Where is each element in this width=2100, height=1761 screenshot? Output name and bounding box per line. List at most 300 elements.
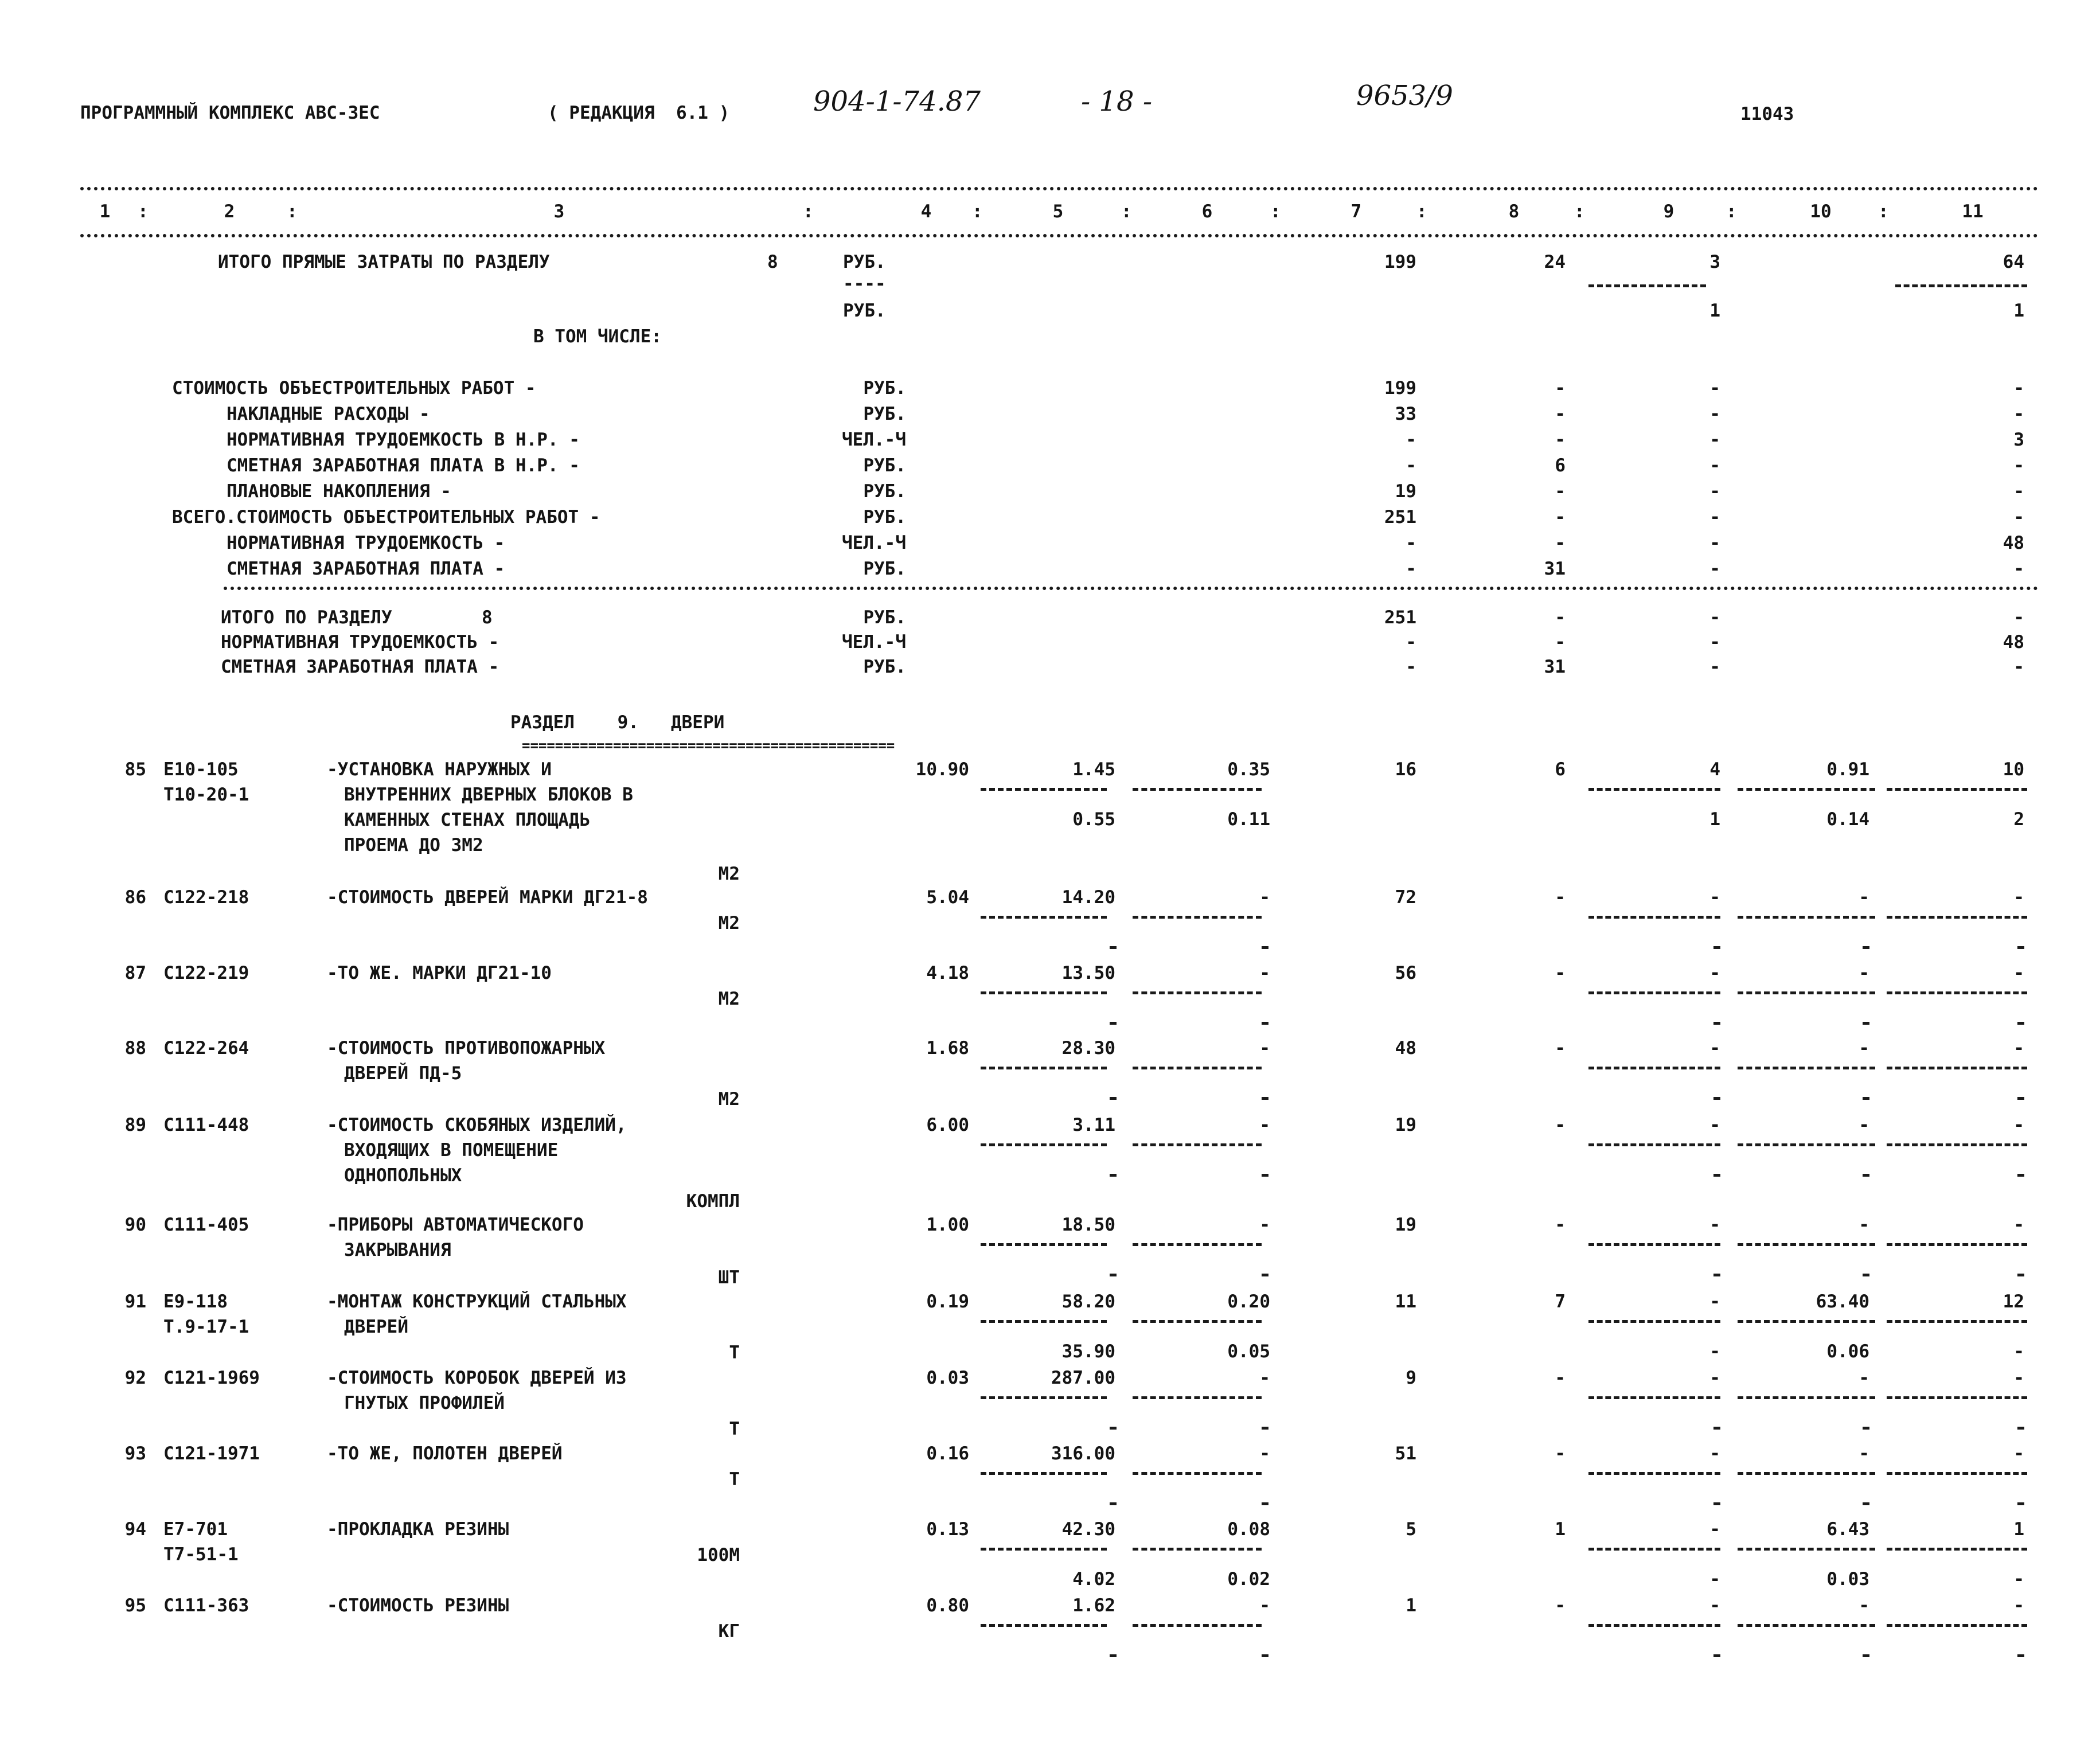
- empty-value-mark: [1863, 1022, 1869, 1025]
- summary-row-c7: 199: [1384, 378, 1416, 399]
- item-unit: М2: [718, 989, 740, 1009]
- summary-row-c11: 48: [2003, 533, 2024, 553]
- cell-divider: [1887, 1548, 2027, 1551]
- summary-row-label: НАКЛАДНЫЕ РАСХОДЫ -: [227, 404, 430, 424]
- summary-row-c8: -: [1555, 533, 1566, 553]
- item-col10-labor: 0.14: [1826, 809, 1869, 830]
- section-total-c11: -: [2013, 607, 2024, 628]
- empty-value-mark: [1262, 1502, 1268, 1505]
- cell-divider: [1738, 1067, 1875, 1069]
- empty-value-mark: [1110, 1174, 1117, 1177]
- item-col5: 287.00: [1051, 1368, 1115, 1388]
- item-quantity: 0.03: [926, 1368, 969, 1388]
- cell-divider: [1887, 991, 2027, 994]
- summary-row-c7: -: [1406, 533, 1416, 553]
- summary-row-c9: -: [1709, 455, 1720, 476]
- item-description: -МОНТАЖ КОНСТРУКЦИЙ СТАЛЬНЫХ: [327, 1291, 627, 1312]
- item-col5: 28.30: [1061, 1038, 1115, 1059]
- empty-value-mark: [1863, 1427, 1869, 1430]
- item-col6-labor: 0.05: [1227, 1341, 1270, 1362]
- item-number: 90: [124, 1215, 146, 1235]
- item-col5-labor: 35.90: [1061, 1341, 1115, 1362]
- summary-row-c9: -: [1709, 481, 1720, 502]
- item-col6: -: [1259, 1595, 1270, 1616]
- item-col8: 7: [1555, 1291, 1566, 1312]
- item-col7: 48: [1395, 1038, 1416, 1059]
- cell-divider: [981, 1067, 1107, 1069]
- section-total-rule: [224, 587, 2039, 590]
- section-total-c7: -: [1406, 657, 1416, 677]
- section-total-number: 8: [482, 607, 493, 628]
- item-description: ОДНОПОЛЬНЫХ: [344, 1165, 462, 1186]
- summary-row-c11: -: [2013, 455, 2024, 476]
- cell-divider: [981, 1320, 1107, 1323]
- item-number: 85: [124, 759, 146, 780]
- col-10: 10: [1810, 201, 1832, 222]
- item-code: С111-405: [163, 1215, 249, 1235]
- section-total-c11: 48: [2003, 632, 2024, 653]
- item-unit: М2: [718, 1089, 740, 1110]
- doc-code: 11043: [1740, 104, 1794, 124]
- item-description: ЗАКРЫВАНИЯ: [344, 1240, 451, 1260]
- summary-row-c11: -: [2013, 378, 2024, 399]
- empty-value-mark: [1262, 1022, 1268, 1025]
- summary-row-c7: 33: [1395, 404, 1416, 424]
- col-1: 1: [99, 201, 111, 222]
- item-description: -СТОИМОСТЬ СКОБЯНЫХ ИЗДЕЛИЙ,: [327, 1115, 627, 1135]
- item-number: 89: [124, 1115, 146, 1135]
- empty-value-mark: [1110, 1427, 1117, 1430]
- cell-divider: [1887, 788, 2027, 791]
- item-unit: КГ: [718, 1621, 740, 1642]
- summary-row-unit: РУБ.: [863, 378, 906, 399]
- item-col10: -: [1859, 1215, 1869, 1235]
- cell-divider: [1133, 1472, 1262, 1475]
- item-number: 92: [124, 1368, 146, 1388]
- item-unit: Т: [729, 1419, 740, 1439]
- summary-row-c8: 31: [1544, 559, 1566, 579]
- cell-divider: [1133, 1396, 1262, 1399]
- col-5: 5: [1052, 201, 1064, 222]
- page-number: - 18 -: [1081, 85, 1153, 118]
- item-col6: 0.20: [1227, 1291, 1270, 1312]
- cell-divider: [1588, 1548, 1720, 1551]
- item-col7: 51: [1395, 1443, 1416, 1464]
- summary-row-c8: -: [1555, 429, 1566, 450]
- cell-divider: [1738, 1320, 1875, 1323]
- item-code: Е10-105: [163, 759, 239, 780]
- item-number: 86: [124, 887, 146, 908]
- item-col5: 13.50: [1061, 963, 1115, 983]
- item-col11: -: [2013, 1368, 2024, 1388]
- item-code: Е9-118: [163, 1291, 228, 1312]
- summary-row-c7: 19: [1395, 481, 1416, 502]
- item-code: Е7-701: [163, 1519, 228, 1540]
- summary-row-c7: -: [1406, 559, 1416, 579]
- summary-unit-2: РУБ.: [843, 300, 886, 321]
- item-col9: -: [1709, 887, 1720, 908]
- item-col10: -: [1859, 1595, 1869, 1616]
- cell-divider: [1887, 1320, 2027, 1323]
- summary-row-c7: 251: [1384, 507, 1416, 528]
- cell-divider: [1133, 991, 1262, 994]
- cell-divider: [1588, 1396, 1720, 1399]
- summary-row-c11: 3: [2013, 429, 2024, 450]
- summary-row-c11: -: [2013, 481, 2024, 502]
- summary-row-c8: -: [1555, 481, 1566, 502]
- item-unit: М2: [718, 913, 740, 934]
- empty-value-mark: [1713, 1022, 1720, 1025]
- item-col6: -: [1259, 887, 1270, 908]
- item-col6: -: [1259, 1443, 1270, 1464]
- cell-divider: [1133, 1143, 1262, 1146]
- item-description: -ТО ЖЕ. МАРКИ ДГ21-10: [327, 963, 552, 983]
- section-title-rule: =============================================: [522, 737, 895, 753]
- item-col6: -: [1259, 1368, 1270, 1388]
- item-col11-labor: -: [2013, 1341, 2024, 1362]
- item-quantity: 6.00: [926, 1115, 969, 1135]
- item-col11: -: [2013, 1215, 2024, 1235]
- item-col5: 1.45: [1072, 759, 1115, 780]
- empty-value-mark: [1110, 1097, 1117, 1100]
- cell-divider: [981, 788, 1107, 791]
- item-number: 95: [124, 1595, 146, 1616]
- item-col11: -: [2013, 887, 2024, 908]
- item-col10: -: [1859, 1368, 1869, 1388]
- cell-divider: [1133, 1548, 1262, 1551]
- item-col5: 58.20: [1061, 1291, 1115, 1312]
- summary-row-c11: -: [2013, 507, 2024, 528]
- item-unit: Т: [729, 1469, 740, 1490]
- summary-c11: 64: [2003, 252, 2024, 272]
- item-col10: 0.91: [1826, 759, 1869, 780]
- item-description: ГНУТЫХ ПРОФИЛЕЙ: [344, 1393, 505, 1414]
- item-col10: -: [1859, 1115, 1869, 1135]
- section-total-c7: 251: [1384, 607, 1416, 628]
- section-total-unit: РУБ.: [863, 607, 906, 628]
- summary-row-c11: -: [2013, 404, 2024, 424]
- item-quantity: 0.16: [926, 1443, 969, 1464]
- summary-row-c8: 6: [1555, 455, 1566, 476]
- item-col7: 5: [1406, 1519, 1416, 1540]
- item-col7: 19: [1395, 1115, 1416, 1135]
- summary-c7: 199: [1384, 252, 1416, 272]
- summary-row-unit: РУБ.: [863, 481, 906, 502]
- empty-value-mark: [1110, 1022, 1117, 1025]
- col-3: 3: [553, 201, 565, 222]
- item-unit: КОМПЛ: [686, 1191, 740, 1212]
- item-col9: -: [1709, 1443, 1720, 1464]
- item-code-2: Т7-51-1: [163, 1544, 239, 1565]
- item-col10: -: [1859, 1038, 1869, 1059]
- item-description: ДВЕРЕЙ: [344, 1317, 408, 1337]
- item-col7: 11: [1395, 1291, 1416, 1312]
- empty-value-mark: [2017, 1174, 2024, 1177]
- summary-c9: 3: [1709, 252, 1720, 272]
- empty-value-mark: [2017, 1022, 2024, 1025]
- summary-row-unit: ЧЕЛ.-Ч: [842, 533, 906, 553]
- section-total-c7: -: [1406, 632, 1416, 653]
- section-total-label: ИТОГО ПО РАЗДЕЛУ: [221, 607, 392, 628]
- item-number: 91: [124, 1291, 146, 1312]
- item-code: С122-219: [163, 963, 249, 983]
- cell-divider: [1887, 1624, 2027, 1627]
- summary-row-c9: -: [1709, 559, 1720, 579]
- reference-number: 9653/9: [1356, 80, 1453, 112]
- item-quantity: 10.90: [915, 759, 969, 780]
- empty-value-mark: [1262, 1654, 1268, 1657]
- item-col7: 9: [1406, 1368, 1416, 1388]
- empty-value-mark: [1110, 1502, 1117, 1505]
- item-unit: 100М: [697, 1545, 740, 1565]
- item-col8: -: [1555, 1368, 1566, 1388]
- col-2: 2: [224, 201, 235, 222]
- item-col5: 1.62: [1072, 1595, 1115, 1616]
- empty-value-mark: [1713, 1654, 1720, 1657]
- empty-value-mark: [1713, 946, 1720, 949]
- summary-label: ИТОГО ПРЯМЫЕ ЗАТРАТЫ ПО РАЗДЕЛУ: [218, 252, 550, 272]
- summary-c9b: 1: [1709, 300, 1720, 321]
- item-col5: 18.50: [1061, 1215, 1115, 1235]
- empty-value-mark: [1863, 1502, 1869, 1505]
- item-col11: -: [2013, 1115, 2024, 1135]
- cell-divider: [1588, 1243, 1720, 1246]
- item-col10: 63.40: [1816, 1291, 1869, 1312]
- empty-value-mark: [1110, 1274, 1117, 1276]
- cell-divider: [1887, 1243, 2027, 1246]
- cell-divider: [1887, 1143, 2027, 1146]
- summary-row-unit: РУБ.: [863, 559, 906, 579]
- summary-row-c8: -: [1555, 378, 1566, 399]
- item-col8: -: [1555, 1038, 1566, 1059]
- col-11: 11: [1962, 201, 1984, 222]
- doc-number: 904-1-74.87: [813, 85, 981, 118]
- empty-value-mark: [1863, 1174, 1869, 1177]
- item-description: -ТО ЖЕ, ПОЛОТЕН ДВЕРЕЙ: [327, 1443, 563, 1464]
- empty-value-mark: [1713, 1274, 1720, 1276]
- empty-value-mark: [1713, 1174, 1720, 1177]
- cell-divider: [1887, 1472, 2027, 1475]
- empty-value-mark: [1262, 1427, 1268, 1430]
- item-col10: 6.43: [1826, 1519, 1869, 1540]
- section-total-unit: ЧЕЛ.-Ч: [842, 632, 906, 653]
- cell-divider: [1738, 991, 1875, 994]
- item-col10: -: [1859, 887, 1869, 908]
- item-description: ВХОДЯЩИХ В ПОМЕЩЕНИЕ: [344, 1140, 559, 1161]
- summary-row-c9: -: [1709, 429, 1720, 450]
- item-col6-labor: 0.11: [1227, 809, 1270, 830]
- item-col11-labor: -: [2013, 1569, 2024, 1590]
- item-col6: -: [1259, 963, 1270, 983]
- cell-divider: [1133, 788, 1262, 791]
- cell-divider: [1588, 1067, 1720, 1069]
- item-col10: -: [1859, 1443, 1869, 1464]
- cell-divider: [981, 1243, 1107, 1246]
- empty-value-mark: [1713, 1097, 1720, 1100]
- item-unit: ШТ: [718, 1267, 740, 1288]
- item-col11: -: [2013, 1443, 2024, 1464]
- summary-row-c8: -: [1555, 404, 1566, 424]
- cell-divider: [1887, 916, 2027, 919]
- empty-value-mark: [1863, 1097, 1869, 1100]
- empty-value-mark: [1863, 1654, 1869, 1657]
- section-total-label: НОРМАТИВНАЯ ТРУДОЕМКОСТЬ -: [221, 632, 499, 653]
- cell-divider: [1738, 1548, 1875, 1551]
- cell-divider: [981, 916, 1107, 919]
- item-col9-labor: 1: [1709, 809, 1720, 830]
- item-col8: -: [1555, 1443, 1566, 1464]
- summary-row-c9: -: [1709, 404, 1720, 424]
- item-col9: 4: [1709, 759, 1720, 780]
- item-col5-labor: 0.55: [1072, 809, 1115, 830]
- summary-row-label: СТОИМОСТЬ ОБЪЕСТРОИТЕЛЬНЫХ РАБОТ -: [172, 378, 536, 399]
- summary-row-label: ВСЕГО.СТОИМОСТЬ ОБЪЕСТРОИТЕЛЬНЫХ РАБОТ -: [172, 507, 600, 528]
- col-9: 9: [1663, 201, 1674, 222]
- cell-divider: [1588, 788, 1720, 791]
- item-col6: 0.08: [1227, 1519, 1270, 1540]
- item-description: -СТОИМОСТЬ КОРОБОК ДВЕРЕЙ ИЗ: [327, 1368, 627, 1388]
- section-total-c9: -: [1709, 657, 1720, 677]
- item-quantity: 5.04: [926, 887, 969, 908]
- item-code: С121-1969: [163, 1368, 260, 1388]
- edition: ( РЕДАКЦИЯ 6.1 ): [548, 103, 730, 123]
- item-col9: -: [1709, 1115, 1720, 1135]
- item-quantity: 0.19: [926, 1291, 969, 1312]
- item-col7: 19: [1395, 1215, 1416, 1235]
- item-quantity: 1.00: [926, 1215, 969, 1235]
- cell-divider: [981, 1143, 1107, 1146]
- summary-row-unit: РУБ.: [863, 507, 906, 528]
- item-number: 94: [124, 1519, 146, 1540]
- summary-row-unit: ЧЕЛ.-Ч: [842, 429, 906, 450]
- cell-divider: [1738, 788, 1875, 791]
- item-col10: -: [1859, 963, 1869, 983]
- empty-value-mark: [2017, 946, 2024, 949]
- item-description: -СТОИМОСТЬ РЕЗИНЫ: [327, 1595, 509, 1616]
- item-description: ВНУТРЕННИХ ДВЕРНЫХ БЛОКОВ В: [344, 784, 633, 805]
- summary-row-c8: -: [1555, 507, 1566, 528]
- section-total-label: СМЕТНАЯ ЗАРАБОТНАЯ ПЛАТА -: [221, 657, 499, 677]
- summary-row-label: ПЛАНОВЫЕ НАКОПЛЕНИЯ -: [227, 481, 451, 502]
- item-description: КАМЕННЫХ СТЕНАХ ПЛОЩАДЬ: [344, 810, 591, 830]
- section-total-c9: -: [1709, 607, 1720, 628]
- cell-divider: [1738, 916, 1875, 919]
- empty-value-mark: [1262, 1174, 1268, 1177]
- item-col11: 12: [2003, 1291, 2024, 1312]
- summary-unit: РУБ.: [843, 252, 886, 272]
- cell-divider: [1133, 1624, 1262, 1627]
- summary-row-label: НОРМАТИВНАЯ ТРУДОЕМКОСТЬ -: [227, 533, 505, 553]
- item-col9-labor: -: [1709, 1341, 1720, 1362]
- item-col8: -: [1555, 963, 1566, 983]
- item-code-2: Т.9-17-1: [163, 1317, 249, 1337]
- item-col5-labor: 4.02: [1072, 1569, 1115, 1590]
- summary-row-label: СМЕТНАЯ ЗАРАБОТНАЯ ПЛАТА -: [227, 559, 505, 579]
- item-col6: 0.35: [1227, 759, 1270, 780]
- item-col8: -: [1555, 887, 1566, 908]
- empty-value-mark: [1262, 946, 1268, 949]
- summary-row-unit: РУБ.: [863, 404, 906, 424]
- item-col11: -: [2013, 963, 2024, 983]
- item-col9: -: [1709, 963, 1720, 983]
- page: ПРОГРАММНЫЙ КОМПЛЕКС АВС-ЗЕС ( РЕДАКЦИЯ 6.1 ) 904-1-74.87 - 18 - 9653/9 11043 1 2 3 4 5 6 7 8 9 10 11 : : : : : : : : : : ИТОГО ПРЯМЫЕ ЗАТРАТЫ ПО РАЗДЕЛУ 8 РУБ. ---- РУБ. 199 24 3 64 1 1 В ТОМ ЧИСЛЕ: СТОИМОСТЬ ОБЪЕСТРОИТЕЛЬНЫХ РАБОТ - НАКЛАДНЫЕ РАСХОДЫ - НОРМАТИВНАЯ ТРУДОЕМКОСТЬ В Н.Р. - СМЕТНАЯ ЗАРАБОТНАЯ ПЛАТА В Н.Р. - ПЛАНОВЫЕ НАКОПЛЕНИЯ - ВСЕГО.СТОИМОСТЬ ОБЪЕСТРОИТЕЛЬНЫХ РАБОТ - НОРМАТИВНАЯ ТРУДОЕМКОСТЬ - СМЕТНАЯ ЗАРАБОТНАЯ ПЛАТА - РУБ. РУБ. ЧЕЛ.-Ч РУБ. РУБ. РУБ. ЧЕЛ.-Ч РУБ. 199 33 - - 19 251 - - - - - 6 - - - 31 - - - - - - - - - - 3 - - - 48 - ИТОГО ПО РАЗДЕЛУ 8 НОРМАТИВНАЯ ТРУДОЕМКОСТЬ - СМЕТНАЯ ЗАРАБОТНАЯ ПЛАТА - РУБ. ЧЕЛ.-Ч РУБ. 251 - - - - 31 - - - - 48 - РАЗДЕЛ 9. ДВЕРИ ============================================= 85 Е10-105 Т10-20-1 -УСТАНОВКА НАРУЖНЫХ И ВНУТРЕННИХ ДВЕРНЫХ БЛОКОВ В КАМЕННЫХ СТЕНАХ ПЛОЩАДЬ ПРОЕМА ДО 3М2 М2 10.90 1.45 0.35 16 6 4 0.91 10 0.55 0.11 1 0.14 2 86 С122-218 -СТОИМОСТЬ ДВЕРЕЙ МАРКИ ДГ21-8 М2 5.04 14.20 - 72 - - - - 87 С122-219 -ТО ЖЕ. МАРКИ ДГ21-10 М2 4.18 13.50 - 56 - - - - 88 С122-264 -СТОИМОСТЬ ПРОТИВОПОЖАРНЫХ ДВЕРЕЙ ПД-5 М2 1.68 28.30 - 48 - - - - 89 С111-448 -СТОИМОСТЬ СКОБЯНЫХ ИЗДЕЛИЙ, ВХОДЯЩИХ В ПОМЕЩЕНИЕ ОДНОПОЛЬНЫХ КОМПЛ 6.00 3.11 - 19 - - - - 90 С111-405 -ПРИБОРЫ АВТОМАТИЧЕСКОГО ЗАКРЫВАНИЯ ШТ 1.00 18.50 - 19 - - - - 91 Е9-118 Т.9-17-1 -МОНТАЖ КОНСТРУКЦИЙ СТАЛЬНЫХ ДВЕРЕЙ Т 0.19 58.20 0.20 11 7 - 63.40 12 35.90 0.05 - 0.06 - 92 С121-1969 -СТОИМОСТЬ КОРОБОК ДВЕРЕЙ ИЗ ГНУТЫХ ПРОФИЛЕЙ Т 0.03 287.00 - 9 - - - - 93 С121-1971 -ТО ЖЕ, ПОЛОТЕН ДВЕРЕЙ Т 0.16 316.00 - 51 - - - - 94 Е7-701 Т7-51-1 -ПРОКЛАДКА РЕЗИНЫ 100М 0.13 42.30 0.08 5 1 - 6.43 1 4.02 0.02 - 0.03 - 95 С111-363 -СТОИМОСТЬ РЕЗИНЫ КГ 0.80 1.62 - 1 - - - -: [0, 0, 2100, 1761]
- item-unit: Т: [729, 1342, 740, 1363]
- item-col6: -: [1259, 1038, 1270, 1059]
- summary-row-label: НОРМАТИВНАЯ ТРУДОЕМКОСТЬ В Н.Р. -: [227, 429, 580, 450]
- section-total-c9: -: [1709, 632, 1720, 653]
- summary-c8: 24: [1544, 252, 1566, 272]
- item-code: С111-448: [163, 1115, 249, 1135]
- cell-divider: [1588, 1624, 1720, 1627]
- item-description: -СТОИМОСТЬ ПРОТИВОПОЖАРНЫХ: [327, 1038, 606, 1059]
- item-col9: -: [1709, 1038, 1720, 1059]
- empty-value-mark: [1863, 946, 1869, 949]
- cell-divider: [981, 1396, 1107, 1399]
- item-number: 87: [124, 963, 146, 983]
- item-col9: -: [1709, 1519, 1720, 1540]
- item-col8: 1: [1555, 1519, 1566, 1540]
- cell-divider: [1133, 1320, 1262, 1323]
- item-description: -ПРОКЛАДКА РЕЗИНЫ: [327, 1519, 509, 1540]
- item-quantity: 1.68: [926, 1038, 969, 1059]
- cell-divider: [981, 991, 1107, 994]
- item-col6-labor: 0.02: [1227, 1569, 1270, 1590]
- cell-divider: [981, 1548, 1107, 1551]
- item-description: ДВЕРЕЙ ПД-5: [344, 1063, 462, 1084]
- item-col8: -: [1555, 1595, 1566, 1616]
- item-col7: 1: [1406, 1595, 1416, 1616]
- empty-value-mark: [2017, 1274, 2024, 1276]
- item-col11: 10: [2003, 759, 2024, 780]
- header-rule: [80, 234, 2039, 237]
- item-col9-labor: -: [1709, 1569, 1720, 1590]
- item-quantity: 4.18: [926, 963, 969, 983]
- cell-divider: [1133, 916, 1262, 919]
- item-quantity: 0.80: [926, 1595, 969, 1616]
- cell-divider: [1738, 1396, 1875, 1399]
- item-quantity: 0.13: [926, 1519, 969, 1540]
- empty-value-mark: [1713, 1502, 1720, 1505]
- item-col9: -: [1709, 1368, 1720, 1388]
- cell-divider: [1738, 1143, 1875, 1146]
- item-col8: -: [1555, 1115, 1566, 1135]
- section-total-unit: РУБ.: [863, 657, 906, 677]
- program-name: ПРОГРАММНЫЙ КОМПЛЕКС АВС-ЗЕС: [80, 103, 380, 123]
- col-6: 6: [1201, 201, 1213, 222]
- section-total-c8: -: [1555, 607, 1566, 628]
- cell-divider: [1738, 1243, 1875, 1246]
- summary-row-c9: -: [1709, 507, 1720, 528]
- section-total-c8: 31: [1544, 657, 1566, 677]
- summary-section: 8: [767, 252, 778, 272]
- section-total-c11: -: [2013, 657, 2024, 677]
- item-col9: -: [1709, 1595, 1720, 1616]
- empty-value-mark: [1110, 946, 1117, 949]
- summary-row-label: СМЕТНАЯ ЗАРАБОТНАЯ ПЛАТА В Н.Р. -: [227, 455, 580, 476]
- cell-divider: [1588, 1143, 1720, 1146]
- empty-value-mark: [1262, 1097, 1268, 1100]
- item-col7: 56: [1395, 963, 1416, 983]
- summary-row-unit: РУБ.: [863, 455, 906, 476]
- item-description: -УСТАНОВКА НАРУЖНЫХ И: [327, 759, 552, 780]
- cell-divider: [1738, 1472, 1875, 1475]
- item-col7: 16: [1395, 759, 1416, 780]
- item-col9: -: [1709, 1291, 1720, 1312]
- col-4: 4: [920, 201, 932, 222]
- empty-value-mark: [2017, 1502, 2024, 1505]
- item-col11: 1: [2013, 1519, 2024, 1540]
- item-description: -СТОИМОСТЬ ДВЕРЕЙ МАРКИ ДГ21-8: [327, 887, 648, 908]
